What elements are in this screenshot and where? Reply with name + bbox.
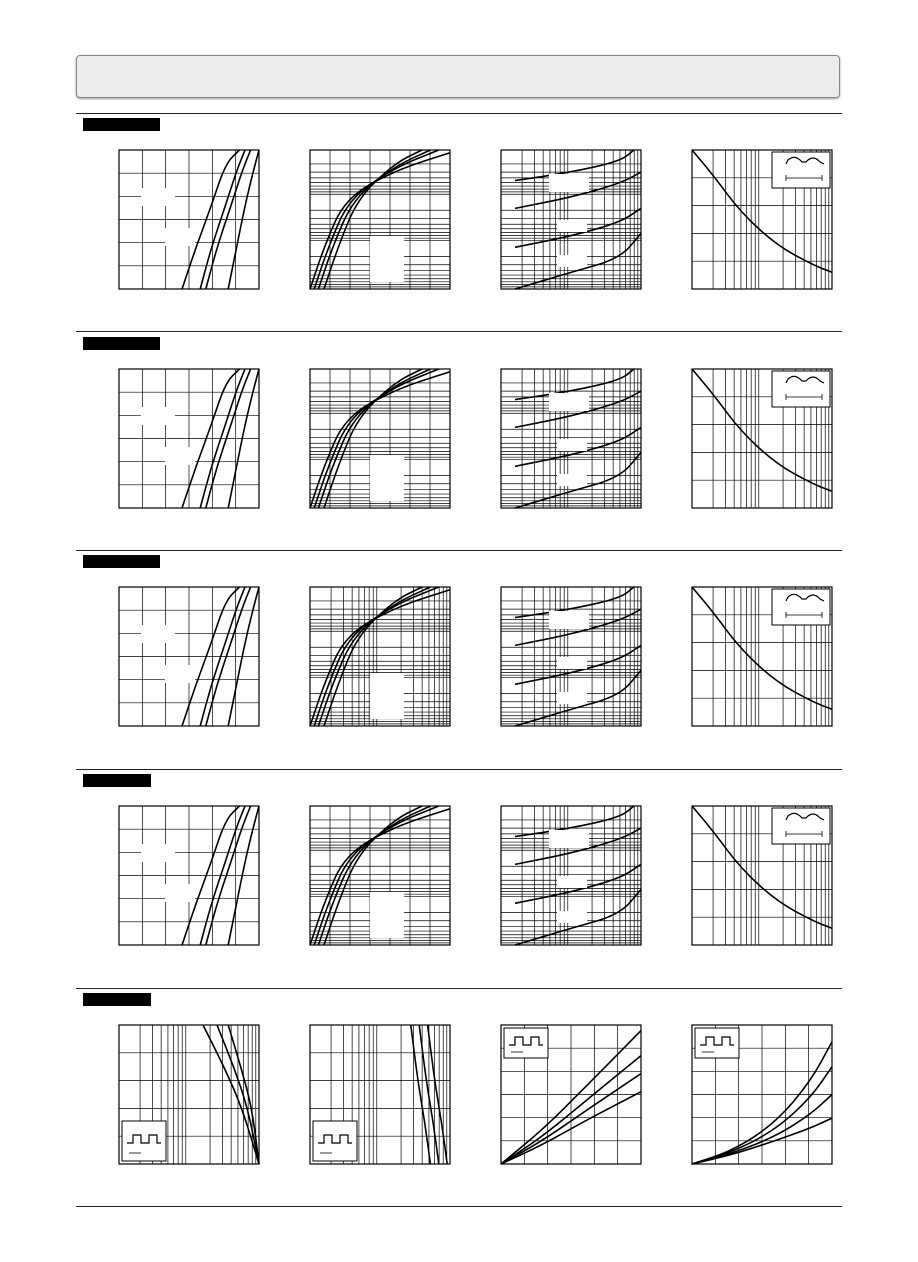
pulse-inset bbox=[695, 1028, 739, 1058]
chart-s5c1 bbox=[118, 1024, 260, 1165]
section-divider bbox=[76, 331, 842, 332]
chart-s5c4 bbox=[691, 1024, 833, 1165]
label-block bbox=[557, 876, 587, 888]
grid bbox=[501, 587, 641, 726]
waveform-inset bbox=[772, 152, 830, 188]
label-block bbox=[141, 625, 175, 643]
chart-s2c4 bbox=[691, 368, 833, 509]
series-line-2 bbox=[428, 1025, 448, 1164]
label-block bbox=[370, 892, 404, 938]
pulse-inset bbox=[122, 1121, 166, 1161]
waveform-inset bbox=[772, 589, 830, 625]
chart-s3c3 bbox=[500, 586, 642, 727]
label-block bbox=[549, 393, 589, 411]
chart-s5c3 bbox=[500, 1024, 642, 1165]
footer-divider bbox=[76, 1206, 842, 1207]
chart-s2c1 bbox=[118, 368, 260, 509]
label-block bbox=[557, 692, 587, 704]
label-block bbox=[370, 236, 404, 282]
waveform-inset bbox=[772, 371, 830, 407]
label-block bbox=[549, 611, 589, 629]
label-block bbox=[370, 455, 404, 501]
label-block bbox=[557, 220, 587, 232]
label-block bbox=[370, 673, 404, 719]
label-block bbox=[557, 255, 587, 267]
section-tag bbox=[83, 774, 151, 787]
chart-s4c1 bbox=[118, 805, 260, 946]
label-block bbox=[165, 228, 195, 246]
pulse-inset bbox=[504, 1028, 548, 1058]
label-block bbox=[557, 911, 587, 923]
pulse-inset bbox=[313, 1121, 357, 1161]
page-header-bar bbox=[76, 55, 840, 98]
chart-s4c4 bbox=[691, 805, 833, 946]
chart-s4c3 bbox=[500, 805, 642, 946]
chart-s1c3 bbox=[500, 149, 642, 290]
section-tag bbox=[83, 993, 151, 1006]
chart-s1c2 bbox=[309, 149, 451, 290]
section-tag bbox=[83, 118, 160, 131]
label-block bbox=[165, 665, 195, 683]
chart-s2c2 bbox=[309, 368, 451, 509]
grid bbox=[501, 369, 641, 508]
section-divider bbox=[76, 769, 842, 770]
label-block bbox=[549, 830, 589, 848]
label-block bbox=[549, 174, 589, 192]
label-block bbox=[141, 407, 175, 425]
chart-s2c3 bbox=[500, 368, 642, 509]
grid bbox=[501, 806, 641, 945]
grid bbox=[501, 150, 641, 289]
chart-s1c1 bbox=[118, 149, 260, 290]
label-block bbox=[557, 439, 587, 451]
chart-s4c2 bbox=[309, 805, 451, 946]
chart-s3c4 bbox=[691, 586, 833, 727]
label-block bbox=[557, 474, 587, 486]
section-tag bbox=[83, 337, 160, 350]
label-block bbox=[165, 447, 195, 465]
chart-s3c1 bbox=[118, 586, 260, 727]
section-tag bbox=[83, 555, 160, 568]
label-block bbox=[141, 188, 175, 206]
chart-s3c2 bbox=[309, 586, 451, 727]
section-divider bbox=[76, 550, 842, 551]
section-divider bbox=[76, 113, 842, 114]
chart-s5c2 bbox=[309, 1024, 451, 1165]
label-block bbox=[557, 657, 587, 669]
chart-s1c4 bbox=[691, 149, 833, 290]
label-block bbox=[165, 884, 195, 902]
section-divider bbox=[76, 988, 842, 989]
label-block bbox=[141, 844, 175, 862]
waveform-inset bbox=[772, 808, 830, 844]
